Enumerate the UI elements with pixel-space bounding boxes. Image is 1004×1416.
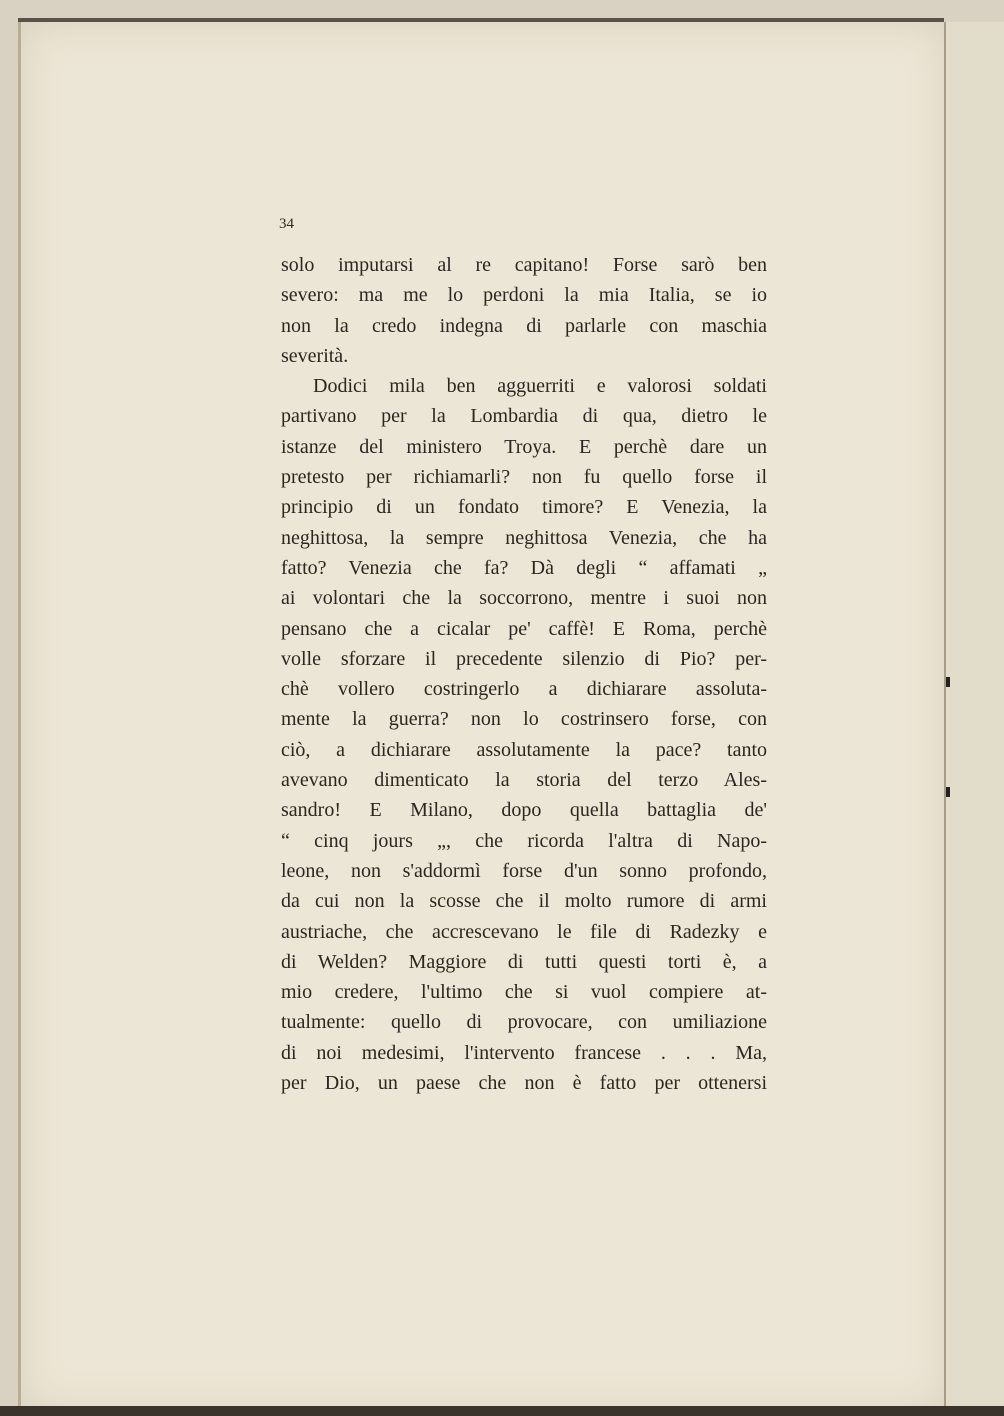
text-line: pretesto per richiamarli? non fu quello forse il: [281, 466, 767, 489]
scan-bottom-border: [0, 1406, 1004, 1416]
text-line: sandro! E Milano, dopo quella battaglia de': [281, 799, 767, 822]
adjacent-page-edge: [944, 22, 1004, 1416]
text-line: severità.: [281, 344, 349, 367]
body-text: [281, 250, 767, 1098]
text-line: di noi medesimi, l'intervento francese . . . Ma,: [281, 1041, 767, 1064]
margin-mark: [946, 787, 950, 797]
text-line: pensano che a cicalar pe' caffè! E Roma, perchè: [281, 617, 767, 640]
text-line: neghittosa, la sempre neghittosa Venezia, che ha: [281, 526, 767, 549]
text-line: di Welden? Maggiore di tutti questi torti è, a: [281, 950, 767, 973]
text-line: mio credere, l'ultimo che si vuol compiere at-: [281, 981, 767, 1004]
text-line: fatto? Venezia che fa? Dà degli “ affamati „: [281, 556, 767, 579]
text-line: severo: ma me lo perdoni la mia Italia, se io: [281, 284, 767, 307]
text-line: partivano per la Lombardia di qua, dietro le: [281, 405, 767, 428]
text-line: da cui non la scosse che il molto rumore di armi: [281, 890, 767, 913]
text-line: volle sforzare il precedente silenzio di Pio? per-: [281, 647, 767, 670]
text-line: principio di un fondato timore? E Venezia, la: [281, 496, 767, 519]
text-line: avevano dimenticato la storia del terzo Ales-: [281, 769, 767, 792]
text-line: tualmente: quello di provocare, con umiliazione: [281, 1011, 767, 1034]
text-line: non la credo indegna di parlarle con maschia: [281, 314, 767, 337]
margin-mark: [946, 677, 950, 687]
text-line: ciò, a dichiarare assolutamente la pace? tanto: [281, 738, 767, 761]
text-line: ai volontari che la soccorrono, mentre i suoi non: [281, 587, 767, 610]
text-line: Dodici mila ben agguerriti e valorosi soldati: [313, 375, 767, 398]
text-line: mente la guerra? non lo costrinsero forse, con: [281, 708, 767, 731]
text-line: solo imputarsi al re capitano! Forse sarò ben: [281, 254, 767, 276]
page-number: 34: [279, 216, 294, 232]
text-line: “ cinq jours „, che ricorda l'altra di Napo-: [281, 829, 767, 852]
text-line: leone, non s'addormì forse d'un sonno profondo,: [281, 859, 767, 882]
text-line: austriache, che accrescevano le file di Radezky e: [281, 920, 767, 943]
text-line: istanze del ministero Troya. E perchè dare un: [281, 435, 767, 458]
text-line: chè vollero costringerlo a dichiarare assoluta-: [281, 678, 767, 701]
text-line: per Dio, un paese che non è fatto per ottenersi: [281, 1072, 767, 1095]
